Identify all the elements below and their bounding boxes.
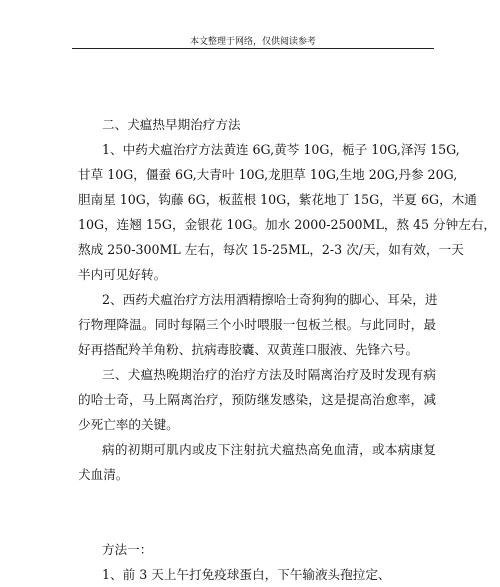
paragraph-line-partial: 1、前 3 天上午打免疫球蛋白，下午输液头孢拉定、 <box>102 567 391 582</box>
document-body <box>78 112 497 582</box>
paragraph-line: 病的初期可肌内或皮下注射抗犬瘟热高免血清，或本病康复 <box>102 442 436 457</box>
paragraph-line: 胆南星 10G，钩藤 6G，板蓝根 10G，紫花地丁 15G，半夏 6G，木通 <box>78 192 477 207</box>
paragraph-line: 少死亡率的关键。 <box>78 417 179 432</box>
page-header: 本文整理于网络，仅供阅读参考 <box>189 37 316 47</box>
spacer <box>78 487 436 537</box>
paragraph-line: 好再搭配羚羊角粉、抗病毒胶囊、双黄莲口服液、先锋六号。 <box>78 342 419 357</box>
paragraph-line: 的哈士奇，马上隔离治疗，预防继发感染，这是提高治愈率，减 <box>78 392 436 407</box>
header-divider <box>72 48 434 49</box>
paragraph-line: 熬成 250-300ML 左右，每次 15-25ML，2-3 次/天，如有效，一天 <box>78 242 464 257</box>
paragraph-chinese-medicine <box>78 137 497 287</box>
method-title: 方法一： <box>102 542 153 557</box>
paragraph-line: 2、西药犬瘟治疗方法用酒精擦哈士奇狗狗的脚心、耳朵，进 <box>102 292 438 307</box>
paragraph-line: 10G，连翘 15G，金银花 10G。加水 2000-2500ML，熬 45 分钟左右， <box>78 217 497 232</box>
paragraph-late-stage <box>78 362 436 437</box>
paragraph-line: 犬血清。 <box>78 467 129 482</box>
section-title: 二、犬瘟热早期治疗方法 <box>102 117 241 132</box>
paragraph-line: 1、中药犬瘟治疗方法黄连 6G,黄芩 10G，栀子 10G,泽泻 15G, <box>102 142 460 157</box>
paragraph-line: 半内可见好转。 <box>78 267 167 282</box>
paragraph-line: 行物理降温。同时每隔三个小时喂服一包板兰根。与此同时，最 <box>78 317 436 332</box>
paragraph-western-medicine <box>78 287 436 362</box>
paragraph-serum <box>78 437 436 487</box>
paragraph-line: 甘草 10G，僵蚕 6G,大青叶 10G,龙胆草 10G,生地 20G,丹参 20G, <box>78 167 458 182</box>
paragraph-line: 三、犬瘟热晚期治疗的治疗方法及时隔离治疗及时发现有病 <box>102 367 436 382</box>
